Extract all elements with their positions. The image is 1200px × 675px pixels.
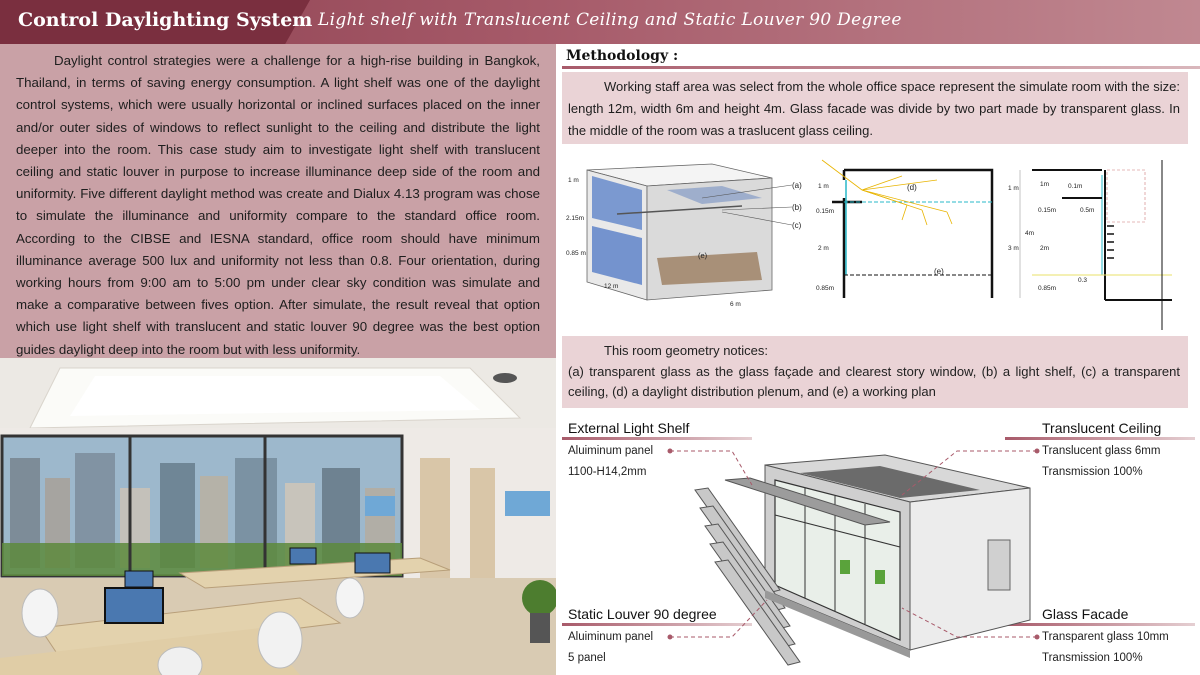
section-left-dim-3: 2 m xyxy=(818,245,829,252)
section-right-dim-3: 4m xyxy=(1025,230,1035,237)
persp-dim-4: 12 m xyxy=(604,283,619,290)
persp-dim-1: 1 m xyxy=(568,177,579,184)
section-left-dim-2: 0.15m xyxy=(816,208,835,215)
notice-text: (a) transparent glass as the glass façade and clearest story window, (b) a light shelf, (c) a transparent ceiling, (d) a daylight distribution plenum, and (e) a working plan xyxy=(568,364,1180,399)
room-diagrams xyxy=(562,150,1188,330)
translucent-ceiling-line1: Translucent glass 6mm xyxy=(1042,445,1161,457)
static-louver-line1: Aluiminum panel xyxy=(568,631,654,643)
section-label-e: (e) xyxy=(934,267,944,276)
notice-box xyxy=(562,336,1188,408)
external-light-shelf-line1: Aluiminum panel xyxy=(568,445,654,457)
notice-heading: This room geometry notices: xyxy=(604,343,769,358)
static-louver-line2: 5 panel xyxy=(568,652,606,664)
detail-dim-3: 2m xyxy=(1040,245,1050,252)
methodology-heading: Methodology : xyxy=(566,48,679,64)
detail-view xyxy=(1032,160,1172,330)
glass-facade-title: Glass Facade xyxy=(1042,606,1129,622)
translucent-ceiling-line2: Transmission 100% xyxy=(1042,466,1143,478)
section-view xyxy=(792,160,1034,298)
office-interior-image xyxy=(0,358,556,675)
section-right-dim-2: 3 m xyxy=(1008,245,1019,252)
glass-facade-line1: Transparent glass 10mm xyxy=(1042,631,1169,643)
section-label-c: (c) xyxy=(792,221,802,230)
spec-leader-lines xyxy=(562,440,1200,675)
detail-label-3: 0.3 xyxy=(1078,277,1088,284)
detail-label-2: 0.5m xyxy=(1080,207,1095,214)
section-label-b: (b) xyxy=(792,203,802,212)
abstract-text: Daylight control strategies were a challenge for a high-rise building in Bangkok, Thailand, in terms of saving energy consumption. A light shelf was one of the daylight control systems, which were usually horizontal or inclined surfaces placed on the inner and/or outer sides of windows to reflect sunlight to the ceiling and distribute the light deeper into the room. This case study aim to investigate light shelf with translucent ceiling and static louver in purpose to increase illuminance deep side of the room and uniformity. Five different daylight method was create and Dialux 4.13 program was chose to simulate the illuminance and uniformity compare to the standard office room. According to the CIBSE and IESNA standard, office room should have minimum illuminance average 500 lux and uniformity not less than 0.8. Four orientation, during working hours from 9:00 am to 5:00 pm under clear sky condition was simulate and make a comparative between fives option. After simulate, the result reveal that option which use light shelf with translucent and static louver 90 degree was the best option guides daylight deep into the room but with less uniformity. xyxy=(16,53,540,357)
external-light-shelf-title: External Light Shelf xyxy=(568,420,690,436)
section-label-d: (d) xyxy=(907,183,917,192)
persp-dim-5: 6 m xyxy=(730,301,741,308)
section-left-dim-1: 1 m xyxy=(818,183,829,190)
methodology-rule xyxy=(562,66,1200,69)
glass-facade-line2: Transmission 100% xyxy=(1042,652,1143,664)
methodology-text: Working staff area was select from the whole office space represent the simulate room with the size: length 12m, width 6m and height 4m. Glass facade was divide by two part made by transparent glass. In the middle of the room was a traslucent glass ceiling. xyxy=(568,79,1180,138)
translucent-ceiling-title: Translucent Ceiling xyxy=(1042,420,1162,436)
external-light-shelf-line2: 1100-H14,2mm xyxy=(568,466,647,478)
header-bar xyxy=(0,0,1200,44)
persp-dim-2: 2.15m xyxy=(566,215,585,222)
section-label-a: (a) xyxy=(792,181,802,190)
section-left-dim-4: 0.85m xyxy=(816,285,835,292)
detail-dim-2: 0.15m xyxy=(1038,207,1057,214)
persp-dim-3: 0.85 m xyxy=(566,250,586,257)
perspective-room xyxy=(566,164,772,308)
persp-label-e: (e) xyxy=(698,251,708,260)
methodology-text-box xyxy=(562,72,1188,144)
detail-label-1: 0.1m xyxy=(1068,183,1083,190)
page-subtitle: Light shelf with Translucent Ceiling and Static Louver 90 Degree xyxy=(318,10,902,30)
detail-dim-1: 1m xyxy=(1040,181,1050,188)
page-title: Control Daylighting System xyxy=(18,9,313,31)
abstract-panel xyxy=(0,44,556,358)
room-diagrams-svg xyxy=(562,150,1188,330)
detail-dim-4: 0.85m xyxy=(1038,285,1057,292)
static-louver-title: Static Louver 90 degree xyxy=(568,606,717,622)
section-right-dim-1: 1 m xyxy=(1008,185,1019,192)
office-interior-illustration xyxy=(0,358,556,675)
